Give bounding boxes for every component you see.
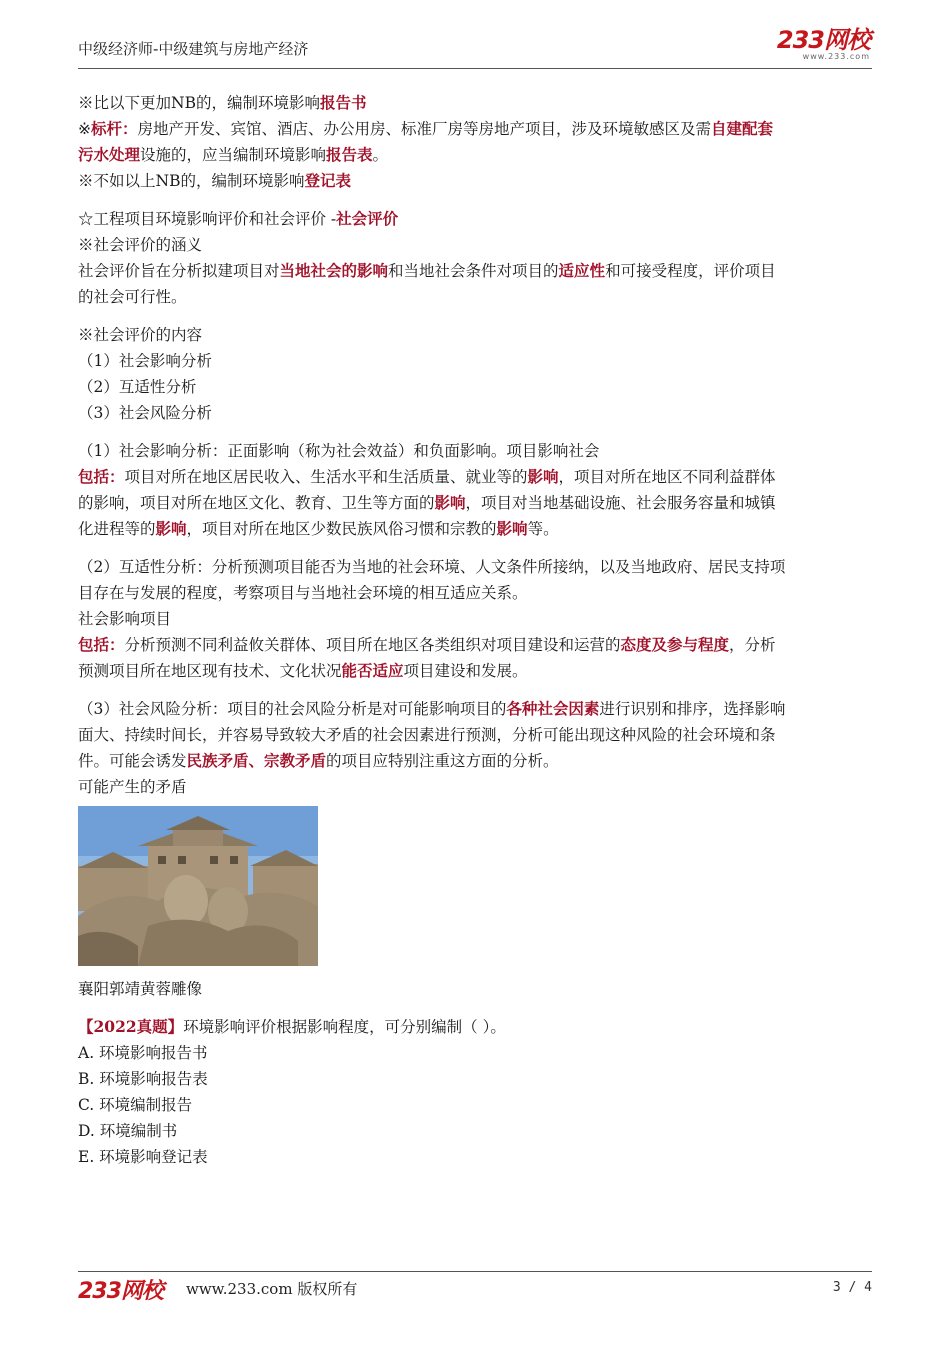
page-header bbox=[78, 28, 872, 69]
logo-text: 233网校 bbox=[776, 26, 870, 54]
risk-line-1: （3）社会风险分析：项目的社会风险分析是对可能影响项目的各种社会因素进行识别和排序，选择影响 bbox=[78, 699, 786, 718]
risk-line-3: 件。可能会诱发民族矛盾、宗教矛盾的项目应特别注重这方面的分析。 bbox=[78, 751, 559, 770]
env-line-3: 污水处理设施的，应当编制环境影响报告表。 bbox=[78, 145, 389, 164]
adapt-line-1: （2）互适性分析：分析预测项目能否为当地的社会环境、人文条件所接纳，以及当地政府、居民支持项 bbox=[78, 558, 786, 576]
statue-photo bbox=[78, 806, 318, 966]
section-title: ☆工程项目环境影响评价和社会评价 -社会评价 bbox=[78, 209, 399, 228]
adapt-line-3: 社会影响项目 bbox=[78, 610, 172, 628]
adapt-line-2: 目存在与发展的程度，考察项目与当地社会环境的相互适应关系。 bbox=[78, 584, 528, 602]
risk-line-4: 可能产生的矛盾 bbox=[78, 778, 187, 796]
list-item: （3）社会风险分析 bbox=[78, 404, 212, 422]
question-option: C. 环境编制报告 bbox=[78, 1096, 193, 1114]
question-option: D. 环境编制书 bbox=[78, 1122, 178, 1140]
risk-line-2: 面大、持续时间长，并容易导致较大矛盾的社会因素进行预测，分析可能出现这种风险的社会环境和条 bbox=[78, 726, 776, 744]
question-tag: 【2022真题】 bbox=[78, 1017, 184, 1036]
header-title: 中级经济师-中级建筑与房地产经济 bbox=[78, 40, 309, 58]
impact-line-2: 包括：项目对所在地区居民收入、生活水平和生活质量、就业等的影响，项目对所在地区不同利益群体 bbox=[78, 467, 776, 486]
question-option: A. 环境影响报告书 bbox=[78, 1044, 208, 1062]
photo-caption: 襄阳郭靖黄蓉雕像 bbox=[78, 980, 203, 998]
list-item: （2）互适性分析 bbox=[78, 378, 197, 396]
brand-logo[interactable] bbox=[777, 28, 870, 62]
list-item: （1）社会影响分析 bbox=[78, 352, 212, 370]
meaning-line-1: 社会评价旨在分析拟建项目对当地社会的影响和当地社会条件对项目的适应性和可接受程度，评价项目 bbox=[78, 261, 776, 280]
impact-line-1: （1）社会影响分析：正面影响（称为社会效益）和负面影响。项目影响社会 bbox=[78, 442, 600, 460]
env-line-1: ※比以下更加NB的，编制环境影响报告书 bbox=[78, 93, 367, 112]
footer-logo[interactable]: 233网校 bbox=[78, 1279, 163, 1304]
meaning-line-2: 的社会可行性。 bbox=[78, 288, 187, 306]
env-line-4: ※不如以上NB的，编制环境影响登记表 bbox=[78, 171, 351, 190]
question-option: B. 环境影响报告表 bbox=[78, 1070, 208, 1088]
statue-photo-illustration bbox=[78, 806, 318, 966]
content-title: ※社会评价的内容 bbox=[78, 326, 203, 344]
page-number: 3 / 4 bbox=[832, 1280, 872, 1295]
logo-url: www.233.com bbox=[802, 52, 870, 61]
question-option: E. 环境影响登记表 bbox=[78, 1148, 208, 1166]
document-body bbox=[78, 90, 874, 1170]
page-footer bbox=[78, 1271, 872, 1302]
question-stem: 【2022真题】环境影响评价根据影响程度，可分别编制（ ）。 bbox=[78, 1017, 506, 1036]
adapt-line-5: 预测项目所在地区现有技术、文化状况能否适应项目建设和发展。 bbox=[78, 661, 528, 680]
env-line-2: ※标杆：房地产开发、宾馆、酒店、办公用房、标准厂房等房地产项目，涉及环境敏感区及需自建配套 bbox=[78, 119, 774, 138]
impact-line-4: 化进程等的影响，项目对所在地区少数民族风俗习惯和宗教的影响等。 bbox=[78, 519, 559, 538]
adapt-line-4: 包括：分析预测不同利益攸关群体、项目所在地区各类组织对项目建设和运营的态度及参与程度，分析 bbox=[78, 635, 776, 654]
impact-line-3: 的影响，项目对所在地区文化、教育、卫生等方面的影响，项目对当地基础设施、社会服务容量和城镇 bbox=[78, 493, 776, 512]
footer-copyright: www.233.com 版权所有 bbox=[186, 1280, 358, 1298]
meaning-title: ※社会评价的涵义 bbox=[78, 236, 203, 254]
